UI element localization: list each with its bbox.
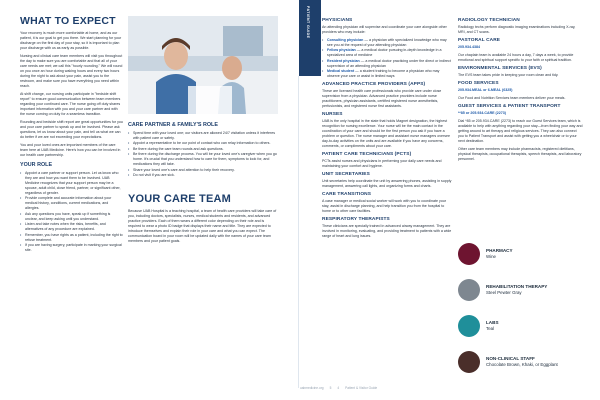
list-item: • Listen and take notes when the risks, benefits, and alternatives of any procedure are explained. — [20, 222, 123, 232]
paragraph: UAB is the only hospital in the state that holds Magnet designation, the highest recognition for nursing excellence. Your nurse will be the main contact in the coordination of your care and should be the first person you ask if you have a problem or question. The nurse manager and assistant nurse managers oversee day-to-day activities on the units and are available if you have any concerns, comments, or compliments about your care. — [322, 119, 450, 149]
photo-illustration — [128, 16, 278, 114]
list-item: • Appoint a care partner or support person. Let us know who they are and how you want them to be involved. UAB Medicine recognizes that your support person may be a spouse, adult child, close friend, partner, or significant other, regardless of gender. — [20, 171, 123, 196]
section-heading: CARE PARTNER & FAMILY'S ROLE — [128, 122, 218, 128]
paragraph: You and your loved ones are important members of the care team here at UAB Medicine. Here's how you can be involved in our health care partnership. — [20, 143, 121, 157]
legend-role: REHABILITATION THERAPY — [486, 284, 548, 289]
phone-number: **85 or 205.934.CARE (2273) — [458, 111, 506, 115]
section-heading: CARE TRANSITIONS — [322, 192, 372, 198]
paragraph: Because UAB Hospital is a teaching hospital, a team of health care providers will take care of you, including doctors, specialists, nurses, medical students and residents, and advanced practice providers. Each of them wears a different color depending on their role and is required to wear a photo ID badge that displays their name and title. They are expected to introduce themselves and explain their role in your care and what you can expect. The communication board in your room will be updated daily with the names of your care team members and your patient goals. — [128, 208, 277, 243]
definition: a student training to become a physician who may observe your care or assist in limited ways — [327, 69, 440, 79]
phone-number: 205.934.MEAL or 6-MEAL (6325) — [458, 88, 513, 92]
list-item: • Fellow physician — a medical doctor pursuing in-depth knowledge in a specialized area of medicine — [322, 48, 452, 58]
legend-item — [458, 348, 583, 376]
color-swatch — [458, 279, 480, 301]
paragraph: Dial *85 or 205.934.CARE (2273) to reach our Guest Services team, which is available to help with anything regarding your stay—from finding your way and getting around to art therapy and religious services. They can also connect you to Patient Transport and assist with getting you a wheelchair or to your next destination. — [458, 119, 583, 143]
paragraph: Radiology techs perform diagnostic imaging examinations including X-ray, MRI, and CT scans. — [458, 25, 576, 34]
legend-item — [458, 240, 583, 268]
page-footer — [300, 386, 480, 390]
nurse-patient-photo — [128, 16, 278, 114]
list-item: • Ask any questions you have, speak up if something is unclear, and keep asking until you understand. — [20, 212, 123, 222]
paragraph: These are licensed health care professionals who provide care under close supervision from a physician. Advanced practice providers include nurse practitioners, physician assistants, certified registered nurse anesthetists, perfusionists, and registered nurse first assistants. — [322, 89, 442, 109]
paragraph: PCTs assist nurses and physicians in performing your daily care needs and maintaining your comfort and hygiene. — [322, 159, 442, 169]
list-item: • Consulting physician — a physician with specialized knowledge who may see you at the request of your attending physician — [322, 38, 452, 48]
section-heading: GUEST SERVICES & PATIENT TRANSPORT — [458, 104, 561, 109]
section-heading: NURSES — [322, 112, 343, 118]
legend-role: PHARMACY — [486, 248, 513, 253]
legend-item — [458, 312, 583, 340]
care-partner-column — [128, 118, 278, 247]
color-swatch — [458, 351, 480, 373]
term: Medical student — [327, 69, 355, 74]
legend-role: LABS — [486, 320, 499, 325]
paragraph: The EVS team takes pride in keeping your room clean and tidy. — [458, 73, 559, 77]
page-title: WHAT TO EXPECT — [20, 15, 116, 27]
color-swatch — [458, 243, 480, 265]
page-number: 5 — [329, 386, 332, 390]
uniform-color-legend — [458, 240, 583, 384]
term: Resident physician — [327, 58, 360, 63]
section-heading: ADVANCED PRACTICE PROVIDERS (APPS) — [322, 82, 426, 88]
definition: a medical doctor practicing under the direct or indirect supervision of an attending physician — [327, 58, 451, 68]
legend-color-name: Teal — [486, 326, 495, 331]
term: Consulting physician — [327, 38, 364, 42]
list-item: • Appoint a representative to be our point of contact who can relay information to others. — [128, 141, 278, 146]
paragraph: Unit secretaries help coordinate the unit by answering phones, assisting in supply management, answering call lights, and organizing forms and charts. — [322, 179, 452, 189]
phone-number: 205.934.4384 — [458, 45, 480, 49]
color-swatch — [458, 315, 480, 337]
section-heading: RADIOLOGY TECHNICIAN — [458, 18, 520, 23]
footer-site: uabmedicine.org — [300, 386, 324, 390]
footer-doc-title: Patient & Visitor Guide — [345, 386, 378, 390]
care-team-roles-column — [322, 15, 452, 242]
side-tab — [299, 0, 321, 76]
legend-role: NON-CLINICAL STAFF — [486, 356, 535, 361]
list-item: • Be there during the care team rounds and ask questions. — [128, 147, 278, 152]
paragraph: Other care team members may include pharmacists, registered dietitians, physical therapists, occupational therapists, speech therapists, and laboratory personnel. — [458, 147, 582, 161]
partner-list — [128, 131, 278, 178]
care-team-title: YOUR CARE TEAM — [128, 192, 232, 205]
section-heading: PASTORAL CARE — [458, 38, 501, 43]
legend-item — [458, 276, 583, 304]
paragraph: Our chaplain team is available 24 hours a day, 7 days a week, to provide emotional and spiritual support specific to your faith or spiritual tradition. — [458, 53, 574, 62]
section-heading: RESPIRATORY THERAPISTS — [322, 217, 390, 223]
list-item: • Share your loved one's care and attention to help their recovery. — [128, 168, 278, 173]
list-item: • Spend time with your loved one; our visitors are allowed 24/7 visitation unless it interferes with patient care or safety. — [128, 131, 278, 141]
section-heading: PHYSICIANS — [322, 18, 353, 23]
what-to-expect-column — [20, 15, 123, 256]
paragraph: Your recovery is much more comfortable at home, and as our patient, it is our goal to get you there. We start planning for your discharge on the first day of your stay, so it is important to plan your discharge with us as early as possible. — [20, 31, 122, 50]
paragraph: Nursing and clinical care team members will visit you throughout the day to make sure you are comfortable and that all of your care needs are met; we call this "hourly rounding." We will round on you once an hour during waking hours and every two hours during the night to ask about your pain, assist you to the restroom, and make sure you have everything you need within reach. — [20, 54, 123, 88]
list-item: • If you are having surgery, participate in marking your surgical site. — [20, 243, 123, 253]
list-item: • Remember, you have rights as a patient, including the right to refuse treatment. — [20, 233, 123, 243]
side-tab-label: PATIENT GUIDE — [306, 6, 310, 39]
paragraph: A case manager or medical social worker will work with you to coordinate your stay, assist in discharge planning, and help transition you from the hospital to home or to other care facilities. — [322, 199, 447, 214]
support-services-column — [458, 15, 583, 165]
list-item: • Medical student — a student training to become a physician who may observe your care or assist in limited ways — [322, 69, 452, 79]
section-heading: UNIT SECRETARIES — [322, 172, 370, 178]
section-heading: ENVIRONMENTAL SERVICES (EVS) — [458, 66, 542, 71]
section-heading: PATIENT CARE TECHNICIANS (PCTS) — [322, 152, 412, 158]
list-item: • Do not visit if you are sick. — [128, 173, 278, 178]
paragraph: Rounding and bedside shift report are great opportunities for you and your care partner to speak up and be involved. Please ask questions, let us know about your pain, and tell us what we can do better if we are not exceeding your expectations. — [20, 120, 123, 139]
list-item: • Provide complete and accurate information about your medical history, conditions, current medications, and allergies. — [20, 196, 123, 211]
definition: a physician with specialized knowledge who may see you at the request of your attending physician — [327, 38, 447, 47]
column-divider — [298, 76, 299, 388]
section-heading: YOUR ROLE — [20, 162, 53, 168]
physicians-list — [322, 38, 452, 79]
paragraph: Our Food and Nutrition Services team members deliver your meals. — [458, 96, 566, 100]
list-item: • Be there during the discharge process. You will be your loved one's caregiver when you go home. It's crucial that you understand how to care for them, symptoms to look for, and medications they will take. — [128, 152, 278, 167]
term: Fellow physician — [327, 48, 356, 53]
legend-color-name: Chocolate Brown, Khaki, or Eggplant — [486, 362, 558, 367]
definition: a medical doctor pursuing in-depth knowledge in a specialized area of medicine — [327, 48, 442, 58]
paragraph: These clinicians are specially trained in advanced airway management. They are involved in monitoring, evaluating, and providing treatment to patients with a wide range of heart and lung issues. — [322, 224, 452, 239]
role-list — [20, 171, 123, 253]
legend-color-name: Wine — [486, 254, 497, 259]
paragraph: An attending physician will supervise and coordinate your care alongside other providers who may include: — [322, 25, 447, 34]
list-item: • Resident physician — a medical doctor practicing under the direct or indirect supervision of an attending physician — [322, 59, 452, 69]
paragraph: At shift change, our nursing units participate in "bedside shift report" to ensure good communication between team members regarding your continued care. The nurse going off duty shares important information with you and your care partner and with the nurse coming on duty for a seamless transition. — [20, 92, 121, 116]
legend-color-name: Steel Pewter Gray — [486, 290, 522, 295]
page-number: 4 — [337, 386, 340, 390]
section-heading: FOOD SERVICES — [458, 81, 499, 86]
